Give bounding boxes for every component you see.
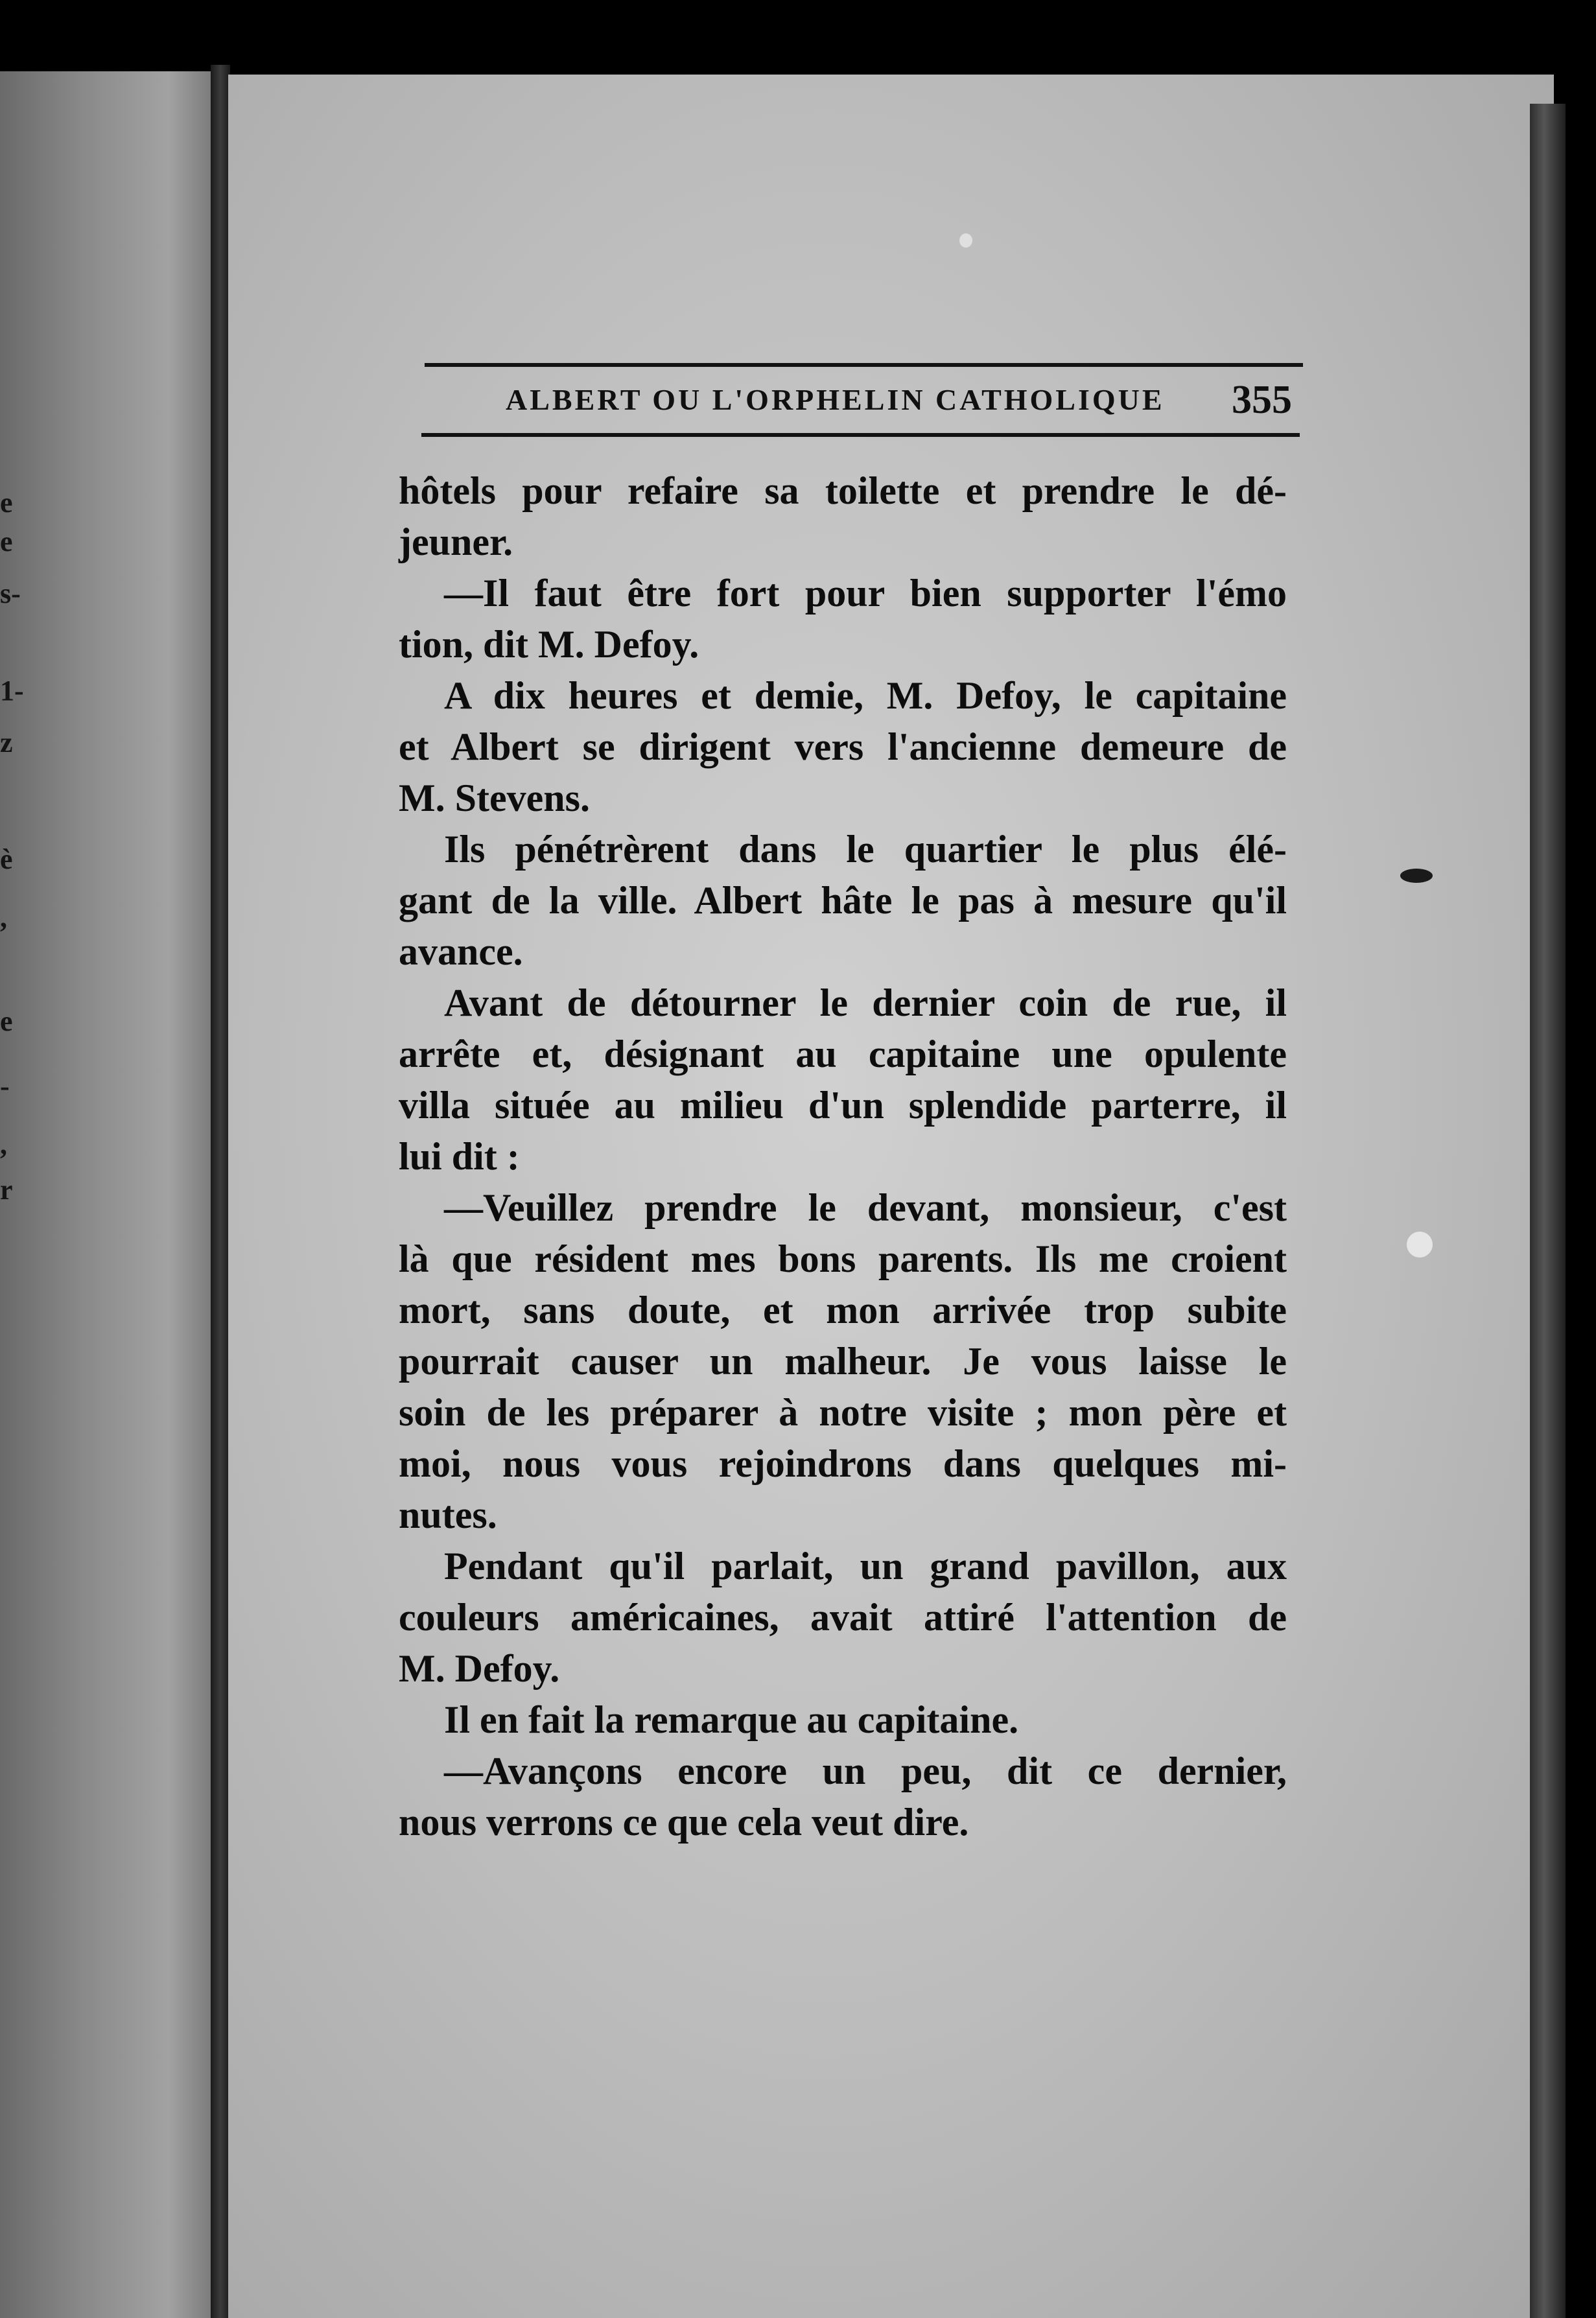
text-line: couleurs américaines, avait attiré l'attention de <box>399 1596 1287 1639</box>
margin-char: , <box>0 902 7 933</box>
text-line: M. Stevens. <box>399 777 590 819</box>
text-line: soin de les préparer à notre visite ; mon père et <box>399 1391 1287 1434</box>
text-line: hôtels pour refaire sa toilette et prendre le dé- <box>399 469 1287 512</box>
text-line: —Avançons encore un peu, dit ce dernier, <box>444 1750 1287 1792</box>
text-line: pourrait causer un malheur. Je vous laisse le <box>399 1340 1287 1383</box>
text-line: moi, nous vous rejoindrons dans quelques mi- <box>399 1442 1287 1485</box>
text-line: —Il faut être fort pour bien supporter l'émo <box>444 572 1287 615</box>
text-line: Il en fait la remarque au capitaine. <box>444 1698 1019 1741</box>
text-line: lui dit : <box>399 1135 520 1178</box>
text-line: nutes. <box>399 1493 497 1536</box>
margin-char: e <box>0 1005 13 1037</box>
text-line: villa située au milieu d'un splendide parterre, il <box>399 1084 1287 1127</box>
margin-char: - <box>0 1070 10 1102</box>
text-line: mort, sans doute, et mon arrivée trop subite <box>399 1289 1287 1331</box>
book-gutter <box>211 65 230 2318</box>
text-line: jeuner. <box>399 521 513 563</box>
text-line: Pendant qu'il parlait, un grand pavillon, aux <box>444 1545 1287 1587</box>
text-line: Ils pénétrèrent dans le quartier le plus élé- <box>444 828 1287 871</box>
text-line: là que résident mes bons parents. Ils me croient <box>399 1237 1287 1280</box>
margin-char: , <box>0 1129 7 1160</box>
text-line: arrête et, désignant au capitaine une opulente <box>399 1033 1287 1075</box>
margin-char: e <box>0 526 13 557</box>
facing-page <box>0 71 211 2318</box>
text-line: gant de la ville. Albert hâte le pas à mesure qu'il <box>399 879 1287 922</box>
text-line: avance. <box>399 930 523 973</box>
margin-char: 1- <box>0 675 24 707</box>
text-line: —Veuillez prendre le devant, monsieur, c'est <box>444 1186 1287 1229</box>
text-line: nous verrons ce que cela veut dire. <box>399 1801 969 1844</box>
running-head <box>421 378 1562 441</box>
header-rule-top <box>425 363 1303 367</box>
text-line: et Albert se dirigent vers l'ancienne demeure de <box>399 725 1287 768</box>
text-line: M. Defoy. <box>399 1647 560 1690</box>
running-title: ALBERT OU L'ORPHELIN CATHOLIQUE <box>506 383 1165 416</box>
header-rule-bottom <box>421 433 1300 437</box>
body-text <box>399 465 1287 1848</box>
margin-char: s- <box>0 578 21 609</box>
page-number: 355 <box>1232 378 1292 422</box>
text-line: Avant de détourner le dernier coin de rue, il <box>444 981 1287 1024</box>
text-line: A dix heures et demie, M. Defoy, le capitaine <box>444 674 1287 717</box>
paper-spot <box>959 233 972 248</box>
margin-char: è <box>0 843 13 875</box>
margin-char: e <box>0 487 13 519</box>
margin-char: r <box>0 1174 13 1206</box>
text-line: tion, dit M. Defoy. <box>399 623 699 666</box>
facing-page-margin-text <box>0 71 24 2318</box>
margin-char: z <box>0 727 13 758</box>
ink-blot <box>1400 869 1433 883</box>
paper-spot <box>1407 1232 1433 1258</box>
